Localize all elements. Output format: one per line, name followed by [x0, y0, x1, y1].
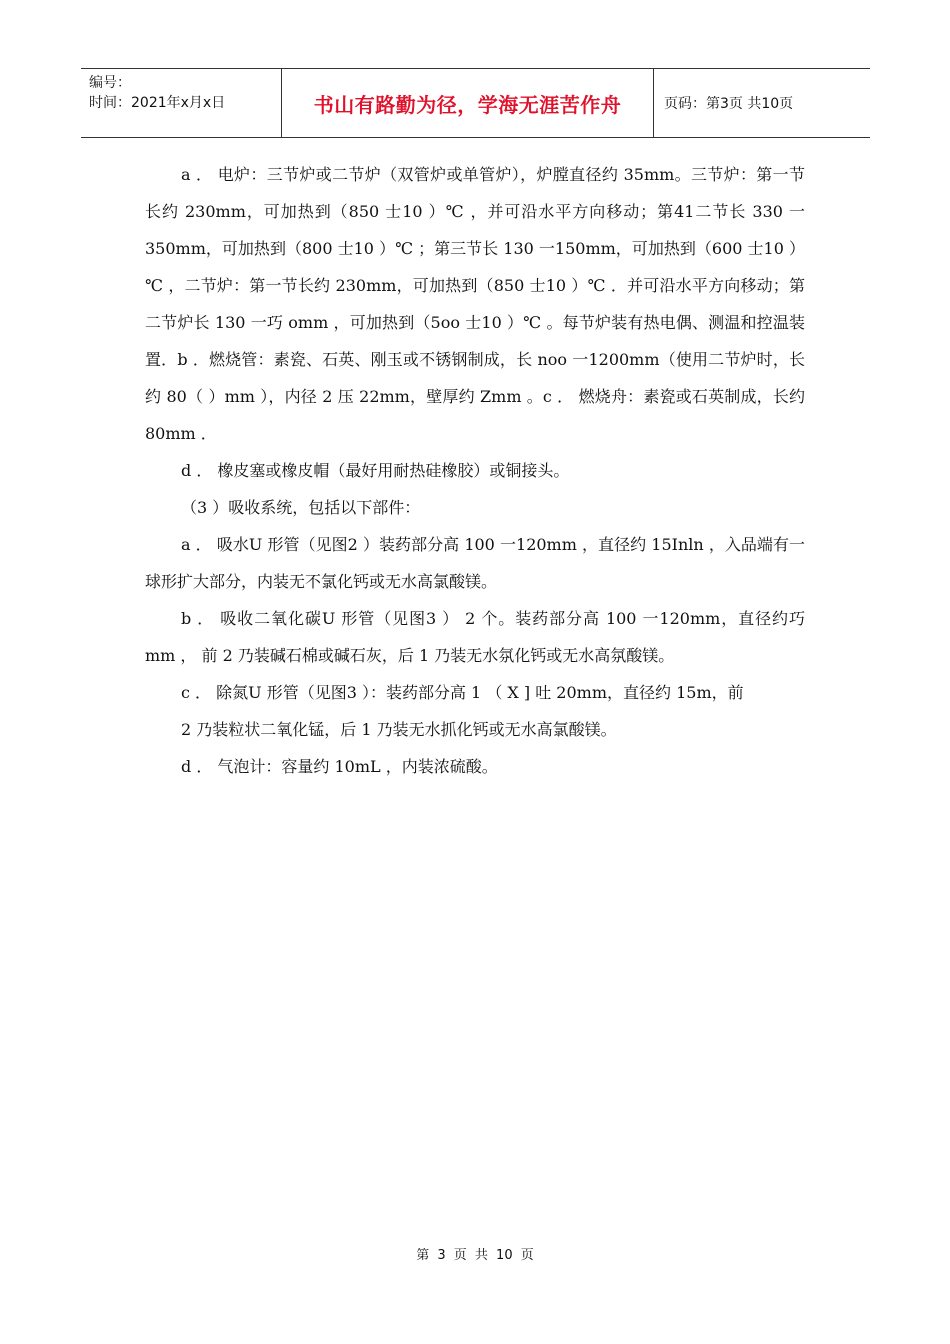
- paragraph-furnace: a ． 电炉：三节炉或二节炉（双管炉或单管炉），炉膛直径约 35mm。三节炉：第一节长约 230mm，可加热到（850 士10 ）℃ ，并可沿水平方向移动；第41二节长 330 一350mm，可加热到（800 士10 ）℃ ；第三节长 130 一150mm，可加热到（600 士10 ）℃ ，二节炉：第一节长约 230mm，可加热到（850 士10 ）℃ ．并可沿水平方向移动；第二节炉长 130 一巧 omm ，可加热到（5oo 士10 ）℃ 。每节炉装有热电偶、测温和控温装置．b ．燃烧管：素瓷、石英、刚玉或不锈钢制成，长 noo 一1200mm（使用二节炉时，长约 80（ ）mm ），内径 2 压 22mm，壁厚约 Zmm 。c ． 燃烧舟：素瓷或石英制成，长约 80mm ．: [145, 165, 805, 443]
- paragraph-nitrogen-u-tube: c ． 除氮U 形管（见图3 ）：装药部分高 1 （ X ] 吐 20mm，直径约 15m，前: [181, 683, 744, 702]
- paragraph-water-u-tube: a ． 吸水U 形管（见图2 ）装药部分高 100 一120mm ，直径约 15Inln ，入品端有一球形扩大部分，内装无不氯化钙或无水高氯酸镁。: [145, 535, 805, 591]
- paragraph-co2-u-tube: b ． 吸收二氧化碳U 形管（见图3 ） 2 个。装药部分高 100 一120mm，直径约巧 mm ， 前 2 乃装碱石棉或碱石灰，后 1 乃装无水氛化钙或无水高氛酸镁。: [145, 609, 805, 665]
- page-footer: 第 3 页 共 10 页: [416, 1248, 534, 1263]
- document-number-label: 编号：: [89, 75, 131, 91]
- header-meta-cell: [81, 69, 282, 137]
- paragraph-absorption-system: （3 ）吸收系统，包括以下部件：: [181, 498, 421, 517]
- paragraph-nitrogen-continued: 2 乃装粒状二氧化锰，后 1 乃装无水抓化钙或无水高氯酸镁。: [181, 720, 617, 739]
- paragraph-rubber-stopper: d ． 橡皮塞或橡皮帽（最好用耐热硅橡胶）或铜接头。: [181, 461, 570, 480]
- header-motto: 书山有路勤为径，学海无涯苦作舟: [282, 69, 654, 137]
- header-table: [81, 68, 870, 138]
- document-time-label: 时间：2021年x月x日: [89, 95, 226, 111]
- paragraph-bubbler: d ． 气泡计：容量约 10mL ，内装浓硫酸。: [181, 757, 498, 776]
- document-body: [145, 156, 805, 785]
- header-page-info: 页码：第3页 共10页: [664, 96, 794, 112]
